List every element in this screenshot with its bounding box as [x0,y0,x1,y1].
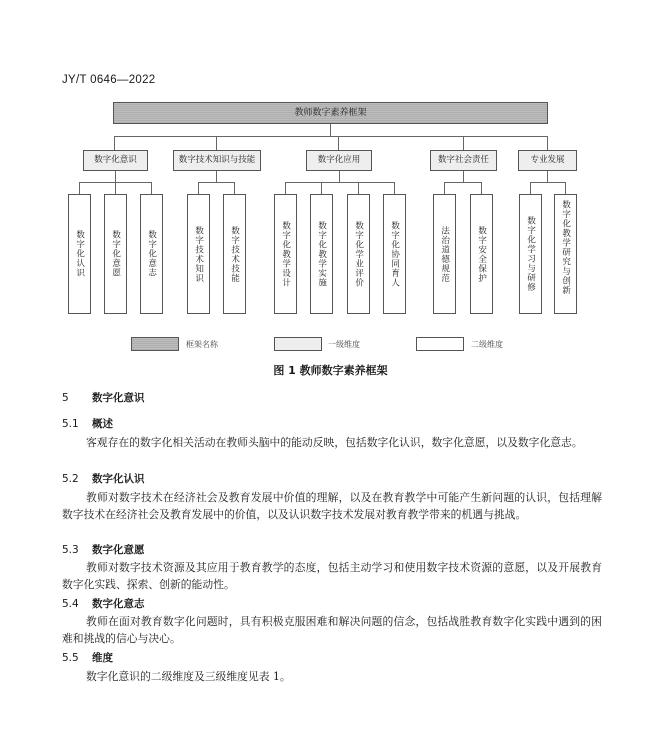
section-number: 5.3 [62,544,79,556]
level2-label: 数字化教学设计 [280,220,291,288]
level1-tech-knowledge-skills [173,150,261,171]
level1-label: 数字技术知识与技能 [178,154,256,165]
l1-stem [547,136,548,150]
l2-drop [285,182,286,194]
level2-box [347,194,370,314]
l2-stem [463,171,464,182]
l2-drop [234,182,235,194]
section-title: 概述 [92,418,113,430]
level1-label: 数字化应用 [317,154,361,165]
l2-drop [198,182,199,194]
section-heading [62,390,145,405]
level2-box [104,194,127,314]
section-number: 5.1 [62,418,79,430]
section-heading [62,650,113,665]
l2-drop [115,182,116,194]
framework-root-label: 教师数字素养框架 [294,107,367,118]
root-bus [114,136,548,137]
l2-drop [79,182,80,194]
level2-label: 数字技术知识 [193,225,204,283]
l2-drop [444,182,445,194]
l2-drop [358,182,359,194]
standard-code: JY/T 0646—2022 [62,74,156,86]
level2-box [470,194,493,314]
level1-label: 数字化意识 [94,154,137,165]
level2-label: 数字化学习与研修 [525,216,536,292]
level2-box [223,194,246,314]
level1-professional-development [518,150,577,171]
level1-social-responsibility [430,150,497,171]
level2-label: 数字化教学研究与创新 [560,200,571,295]
l2-bus [444,182,482,183]
level2-box [383,194,406,314]
l2-drop [394,182,395,194]
legend-swatch-level2 [416,337,464,351]
section-number: 5 [62,392,69,404]
l1-stem [338,136,339,150]
figure-caption: 图 1 教师数字素养框架 [273,364,388,377]
level2-box [140,194,163,314]
l2-stem [216,171,217,182]
l2-bus [530,182,566,183]
l1-stem [114,136,115,150]
l2-bus [198,182,235,183]
section-title: 维度 [92,652,113,664]
framework-diagram [0,0,661,360]
level2-box [554,194,577,314]
section-heading [62,471,145,486]
legend-swatch-level1 [274,337,322,351]
level1-digital-application [306,150,372,171]
section-title: 数字化认识 [92,473,145,485]
section-paragraph: 教师在面对教育数字化问题时，具有积极克服困难和解决问题的信念，包括战胜教育数字化实践中遇到的困难和挑战的信心与决心。 [62,615,602,645]
level2-label: 数字化意志 [146,230,157,278]
section-paragraph: 教师对数字技术资源及其应用于教育教学的态度，包括主动学习和使用数字技术资源的意愿，以及开展教育数字化实践、探索、创新的能动性。 [62,561,602,591]
l2-stem [339,171,340,182]
level1-digital-awareness [83,150,148,171]
level2-label: 数字化学业评价 [353,220,364,288]
level2-box [433,194,456,314]
l2-stem [115,171,116,182]
framework-root-box [113,102,548,124]
legend-label-level2: 二级维度 [471,340,503,349]
legend-label-level1: 一级维度 [328,340,360,349]
section-heading [62,596,145,611]
section-paragraph: 教师对数字技术在经济社会及教育发展中价值的理解，以及在教育教学中可能产生新问题的认识，包括理解数字技术在经济社会及教育发展中的价值，以及认识数字技术发展对教育教学带来的机遇与挑战。 [62,491,602,521]
level1-label: 数字社会责任 [437,154,489,165]
level2-box [187,194,210,314]
section-title: 数字化意愿 [92,544,145,556]
l2-drop [151,182,152,194]
level2-box [68,194,91,314]
root-stem [330,124,331,136]
section-number: 5.2 [62,473,79,485]
level2-label: 数字技术技能 [229,225,240,283]
section-title: 数字化意志 [92,598,145,610]
legend-swatch-root [131,337,179,351]
level2-box [274,194,297,314]
l1-stem [216,136,217,150]
l2-drop [530,182,531,194]
level2-box [310,194,333,314]
section-number: 5.4 [62,598,79,610]
level2-box [519,194,542,314]
legend-label-root: 框架名称 [186,340,218,349]
level2-label: 数字化教学实施 [316,220,327,288]
section-heading [62,542,145,557]
l2-bus [285,182,395,183]
level2-label: 数字化认识 [74,230,85,278]
section-title: 数字化意识 [92,392,145,404]
section-number: 5.5 [62,652,79,664]
level2-label: 法治道德规范 [439,225,450,283]
level2-label: 数字安全保护 [476,225,487,283]
level1-label: 专业发展 [530,154,565,165]
level2-label: 数字化协同育人 [389,220,400,288]
l2-drop [565,182,566,194]
section-paragraph: 数字化意识的二级维度及三级维度见表 1。 [86,670,291,683]
l2-drop [481,182,482,194]
l2-stem [547,171,548,182]
l2-drop [321,182,322,194]
section-heading [62,416,113,431]
l1-stem [463,136,464,150]
section-paragraph: 客观存在的数字化相关活动在教师头脑中的能动反映，包括数字化认识，数字化意愿，以及数字化意志。 [86,436,583,449]
level2-label: 数字化意愿 [110,230,121,278]
